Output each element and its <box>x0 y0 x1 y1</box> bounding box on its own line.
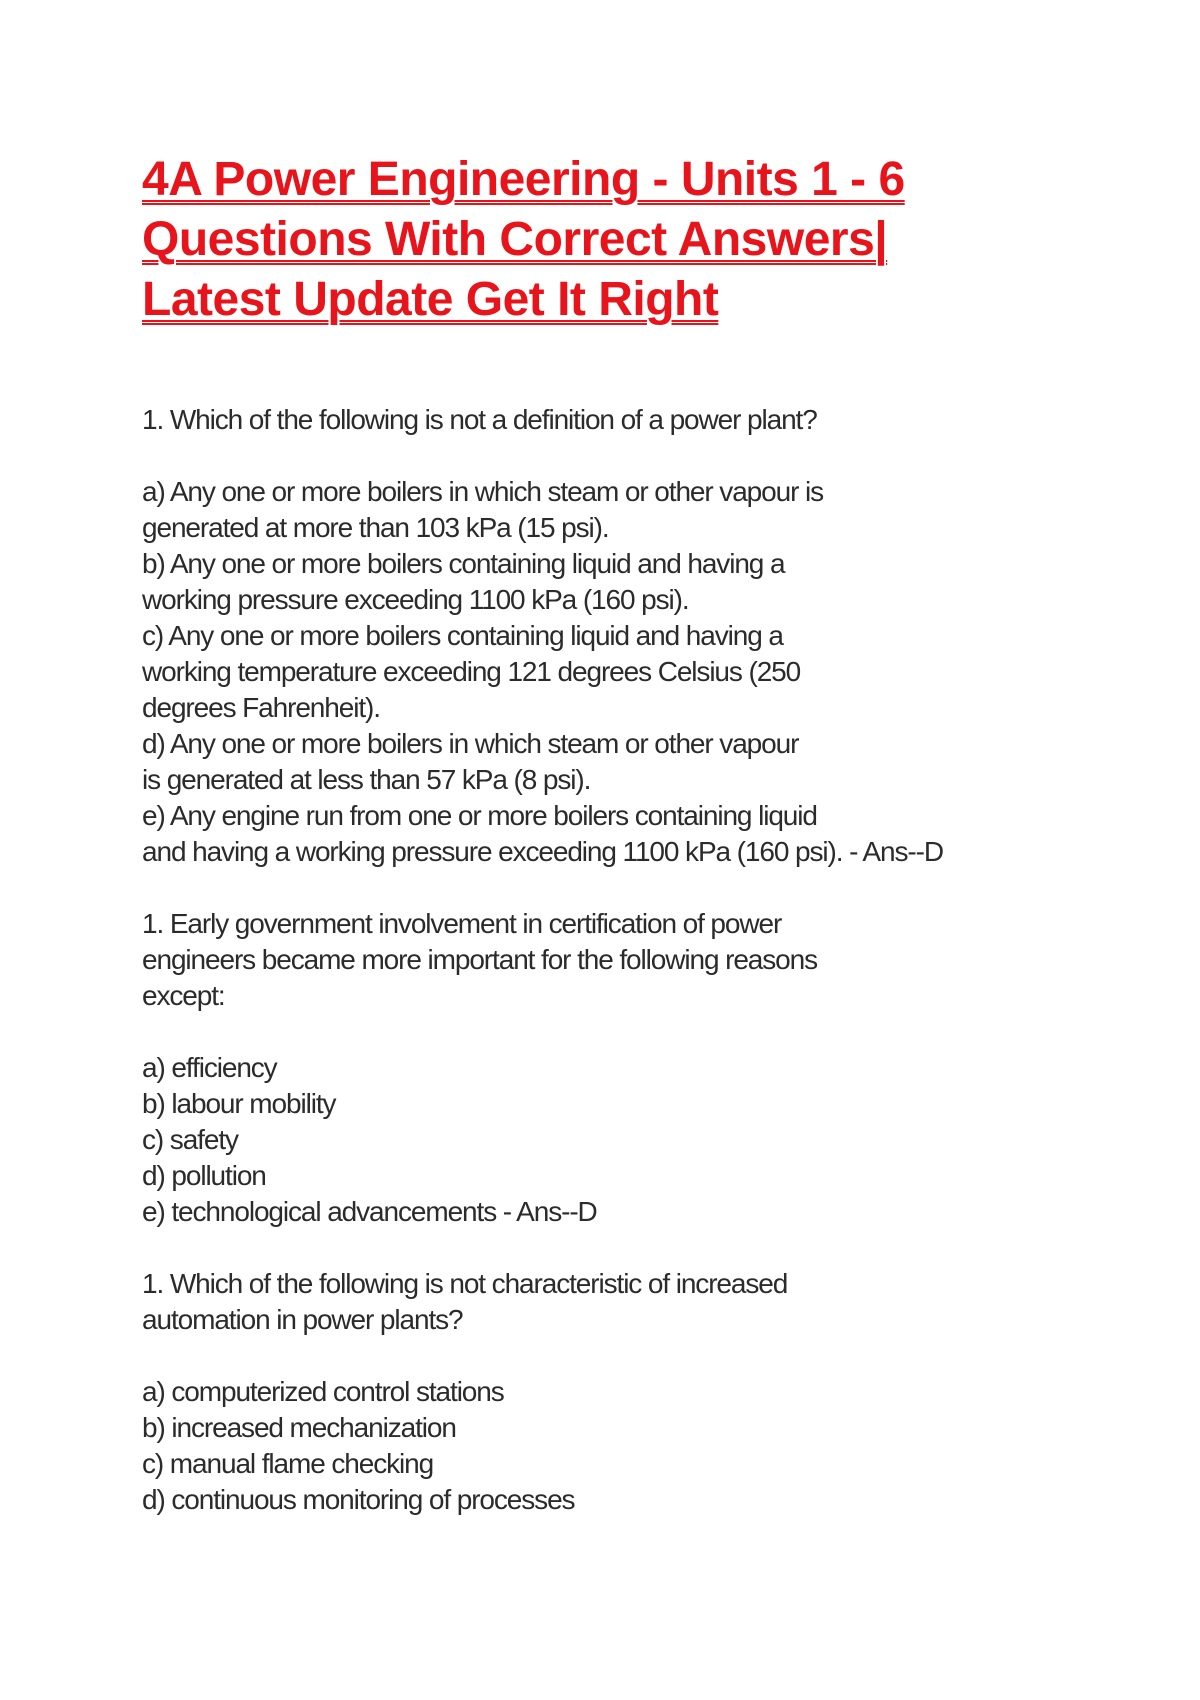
answer-option: c) safety <box>142 1124 238 1155</box>
answer-option: b) increased mechanization <box>142 1412 456 1443</box>
answer-option: b) labour mobility <box>142 1088 336 1119</box>
answer-option: generated at more than 103 kPa (15 psi). <box>142 512 609 543</box>
question-text: 1. Which of the following is not characteristic of increased <box>142 1268 788 1299</box>
question-text: 1. Early government involvement in certification of power <box>142 908 782 939</box>
answer-option: a) efficiency <box>142 1052 277 1083</box>
answer-option: is generated at less than 57 kPa (8 psi). <box>142 764 591 795</box>
answer-option: d) Any one or more boilers in which steam or other vapour <box>142 728 799 759</box>
document-page <box>142 150 1102 1554</box>
answer-option: and having a working pressure exceeding 1100 kPa (160 psi). - Ans--D <box>142 836 943 867</box>
answer-option: degrees Fahrenheit). <box>142 692 380 723</box>
question-block <box>142 402 1102 870</box>
question-text: 1. Which of the following is not a definition of a power plant? <box>142 404 817 435</box>
title-line: 4A Power Engineering - Units 1 - 6 <box>142 153 905 206</box>
question-text: engineers became more important for the following reasons <box>142 944 818 975</box>
answer-option: a) computerized control stations <box>142 1376 504 1407</box>
answer-option: c) Any one or more boilers containing liquid and having a <box>142 620 783 651</box>
answer-option: e) Any engine run from one or more boilers containing liquid <box>142 800 817 831</box>
answer-option: d) pollution <box>142 1160 266 1191</box>
question-text: except: <box>142 980 225 1011</box>
question-text: automation in power plants? <box>142 1304 463 1335</box>
answer-option: b) Any one or more boilers containing liquid and having a <box>142 548 785 579</box>
title-line: Latest Update Get It Right <box>142 273 719 326</box>
question-list <box>142 402 1102 1518</box>
answer-option: working temperature exceeding 121 degrees Celsius (250 <box>142 656 801 687</box>
answer-option: working pressure exceeding 1100 kPa (160 psi). <box>142 584 689 615</box>
answer-option: c) manual flame checking <box>142 1448 434 1479</box>
answer-option: a) Any one or more boilers in which steam or other vapour is <box>142 476 824 507</box>
document-title <box>142 150 1102 330</box>
title-line: Questions With Correct Answers| <box>142 213 888 266</box>
question-block <box>142 1266 1102 1518</box>
answer-option: e) technological advancements - Ans--D <box>142 1196 597 1227</box>
question-block <box>142 906 1102 1230</box>
answer-option: d) continuous monitoring of processes <box>142 1484 575 1515</box>
